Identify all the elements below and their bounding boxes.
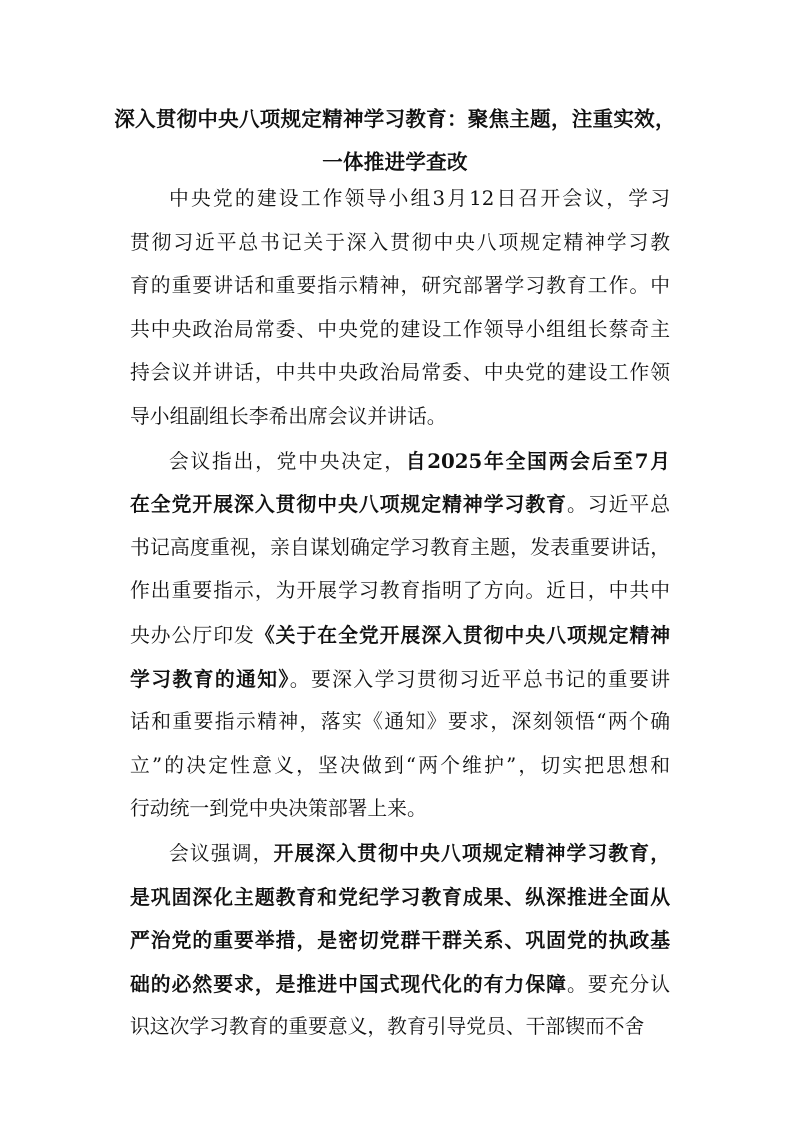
paragraph-1-line-4 xyxy=(130,317,670,343)
paragraph-2-line-6 xyxy=(130,666,670,693)
text-segment: 立”的决定性意义，坚决做到“两个维护”，切实把思想和 xyxy=(130,753,670,777)
document-title-line-1: 深入贯彻中央八项规定精神学习教育：聚焦主题，注重实效， xyxy=(114,107,676,131)
bold-text-segment: 在全党开展深入贯彻中央八项规定精神学习教育 xyxy=(130,492,567,517)
paragraph-1-line-6 xyxy=(130,404,670,430)
paragraph-2-line-3 xyxy=(130,535,670,561)
text-segment: 书记高度重视，亲自谋划确定学习教育主题，发表重要讲话， xyxy=(130,535,670,559)
bold-text-segment: 是推进中国式现代化的有力保障 xyxy=(275,971,567,996)
text-segment: 会议强调， xyxy=(169,842,274,865)
paragraph-2-line-4 xyxy=(130,578,670,604)
paragraph-2-line-7 xyxy=(130,709,670,735)
bold-text-segment: 是巩固深化主题教育和党纪学习教育成果、纵深推进全面从 xyxy=(130,884,670,909)
paragraph-2-line-1 xyxy=(169,448,670,475)
text-segment: 央办公厅印发 xyxy=(130,624,255,647)
text-segment: 中央党的建设工作领导小组3月12日召开会议，学习 xyxy=(169,187,670,210)
paragraph-3-line-4 xyxy=(130,971,670,998)
bold-text-segment: 自2025年全国两会后至7月 xyxy=(405,448,670,473)
paragraph-1-line-1 xyxy=(169,186,670,212)
bold-text-segment: 学习教育的通知》 xyxy=(130,666,290,691)
paragraph-2-line-5 xyxy=(130,622,670,649)
paragraph-3-line-1 xyxy=(169,840,670,867)
paragraph-3-line-2 xyxy=(130,884,670,911)
text-segment: 。要深入学习贯彻习近平总书记的重要讲 xyxy=(289,667,670,691)
text-segment: 持会议并讲话，中共中央政治局常委、中央党的建设工作领 xyxy=(130,361,670,385)
bold-text-segment: 《关于在全党开展深入贯彻中央八项规定精神 xyxy=(254,623,670,647)
text-segment: 会议指出，党中央决定， xyxy=(169,449,406,473)
bold-text-segment: 严治党的重要举措， xyxy=(130,928,318,953)
text-segment: 共中央政治局常委、中央党的建设工作领导小组组长蔡奇主 xyxy=(130,317,670,341)
bold-text-segment: 是密切党群干群关系、巩固党的执政基 xyxy=(317,928,670,953)
paragraph-2-line-8 xyxy=(130,753,670,779)
text-segment: 。习近平总 xyxy=(566,493,670,517)
text-segment: 。要充分认 xyxy=(566,972,670,996)
paragraph-1-line-2 xyxy=(130,230,670,256)
paragraph-3-line-3 xyxy=(130,927,670,954)
paragraph-3-line-5 xyxy=(130,1014,670,1040)
paragraph-1-line-5 xyxy=(130,360,670,386)
bold-text-segment: 开展深入贯彻中央八项规定精神学习教育， xyxy=(273,841,670,865)
text-segment: 导小组副组长李希出席会议并讲话。 xyxy=(130,405,447,428)
paragraph-2-line-2 xyxy=(130,491,670,518)
text-segment: 作出重要指示，为开展学习教育指明了方向。近日，中共中 xyxy=(130,579,670,603)
document-title-line-2: 一体推进学查改 xyxy=(322,150,468,174)
bold-text-segment: 础的必然要求， xyxy=(130,971,276,996)
text-segment: 行动统一到党中央决策部署上来。 xyxy=(130,797,427,821)
paragraph-2-line-9 xyxy=(130,796,670,822)
text-segment: 话和重要指示精神，落实《通知》要求，深刻领悟“两个确 xyxy=(130,710,670,734)
paragraph-1-line-3 xyxy=(130,273,670,299)
text-segment: 育的重要讲话和重要指示精神，研究部署学习教育工作。中 xyxy=(130,274,670,298)
text-segment: 贯彻习近平总书记关于深入贯彻中央八项规定精神学习教 xyxy=(130,230,670,254)
text-segment: 识这次学习教育的重要意义，教育引导党员、干部锲而不舍 xyxy=(130,1015,645,1039)
